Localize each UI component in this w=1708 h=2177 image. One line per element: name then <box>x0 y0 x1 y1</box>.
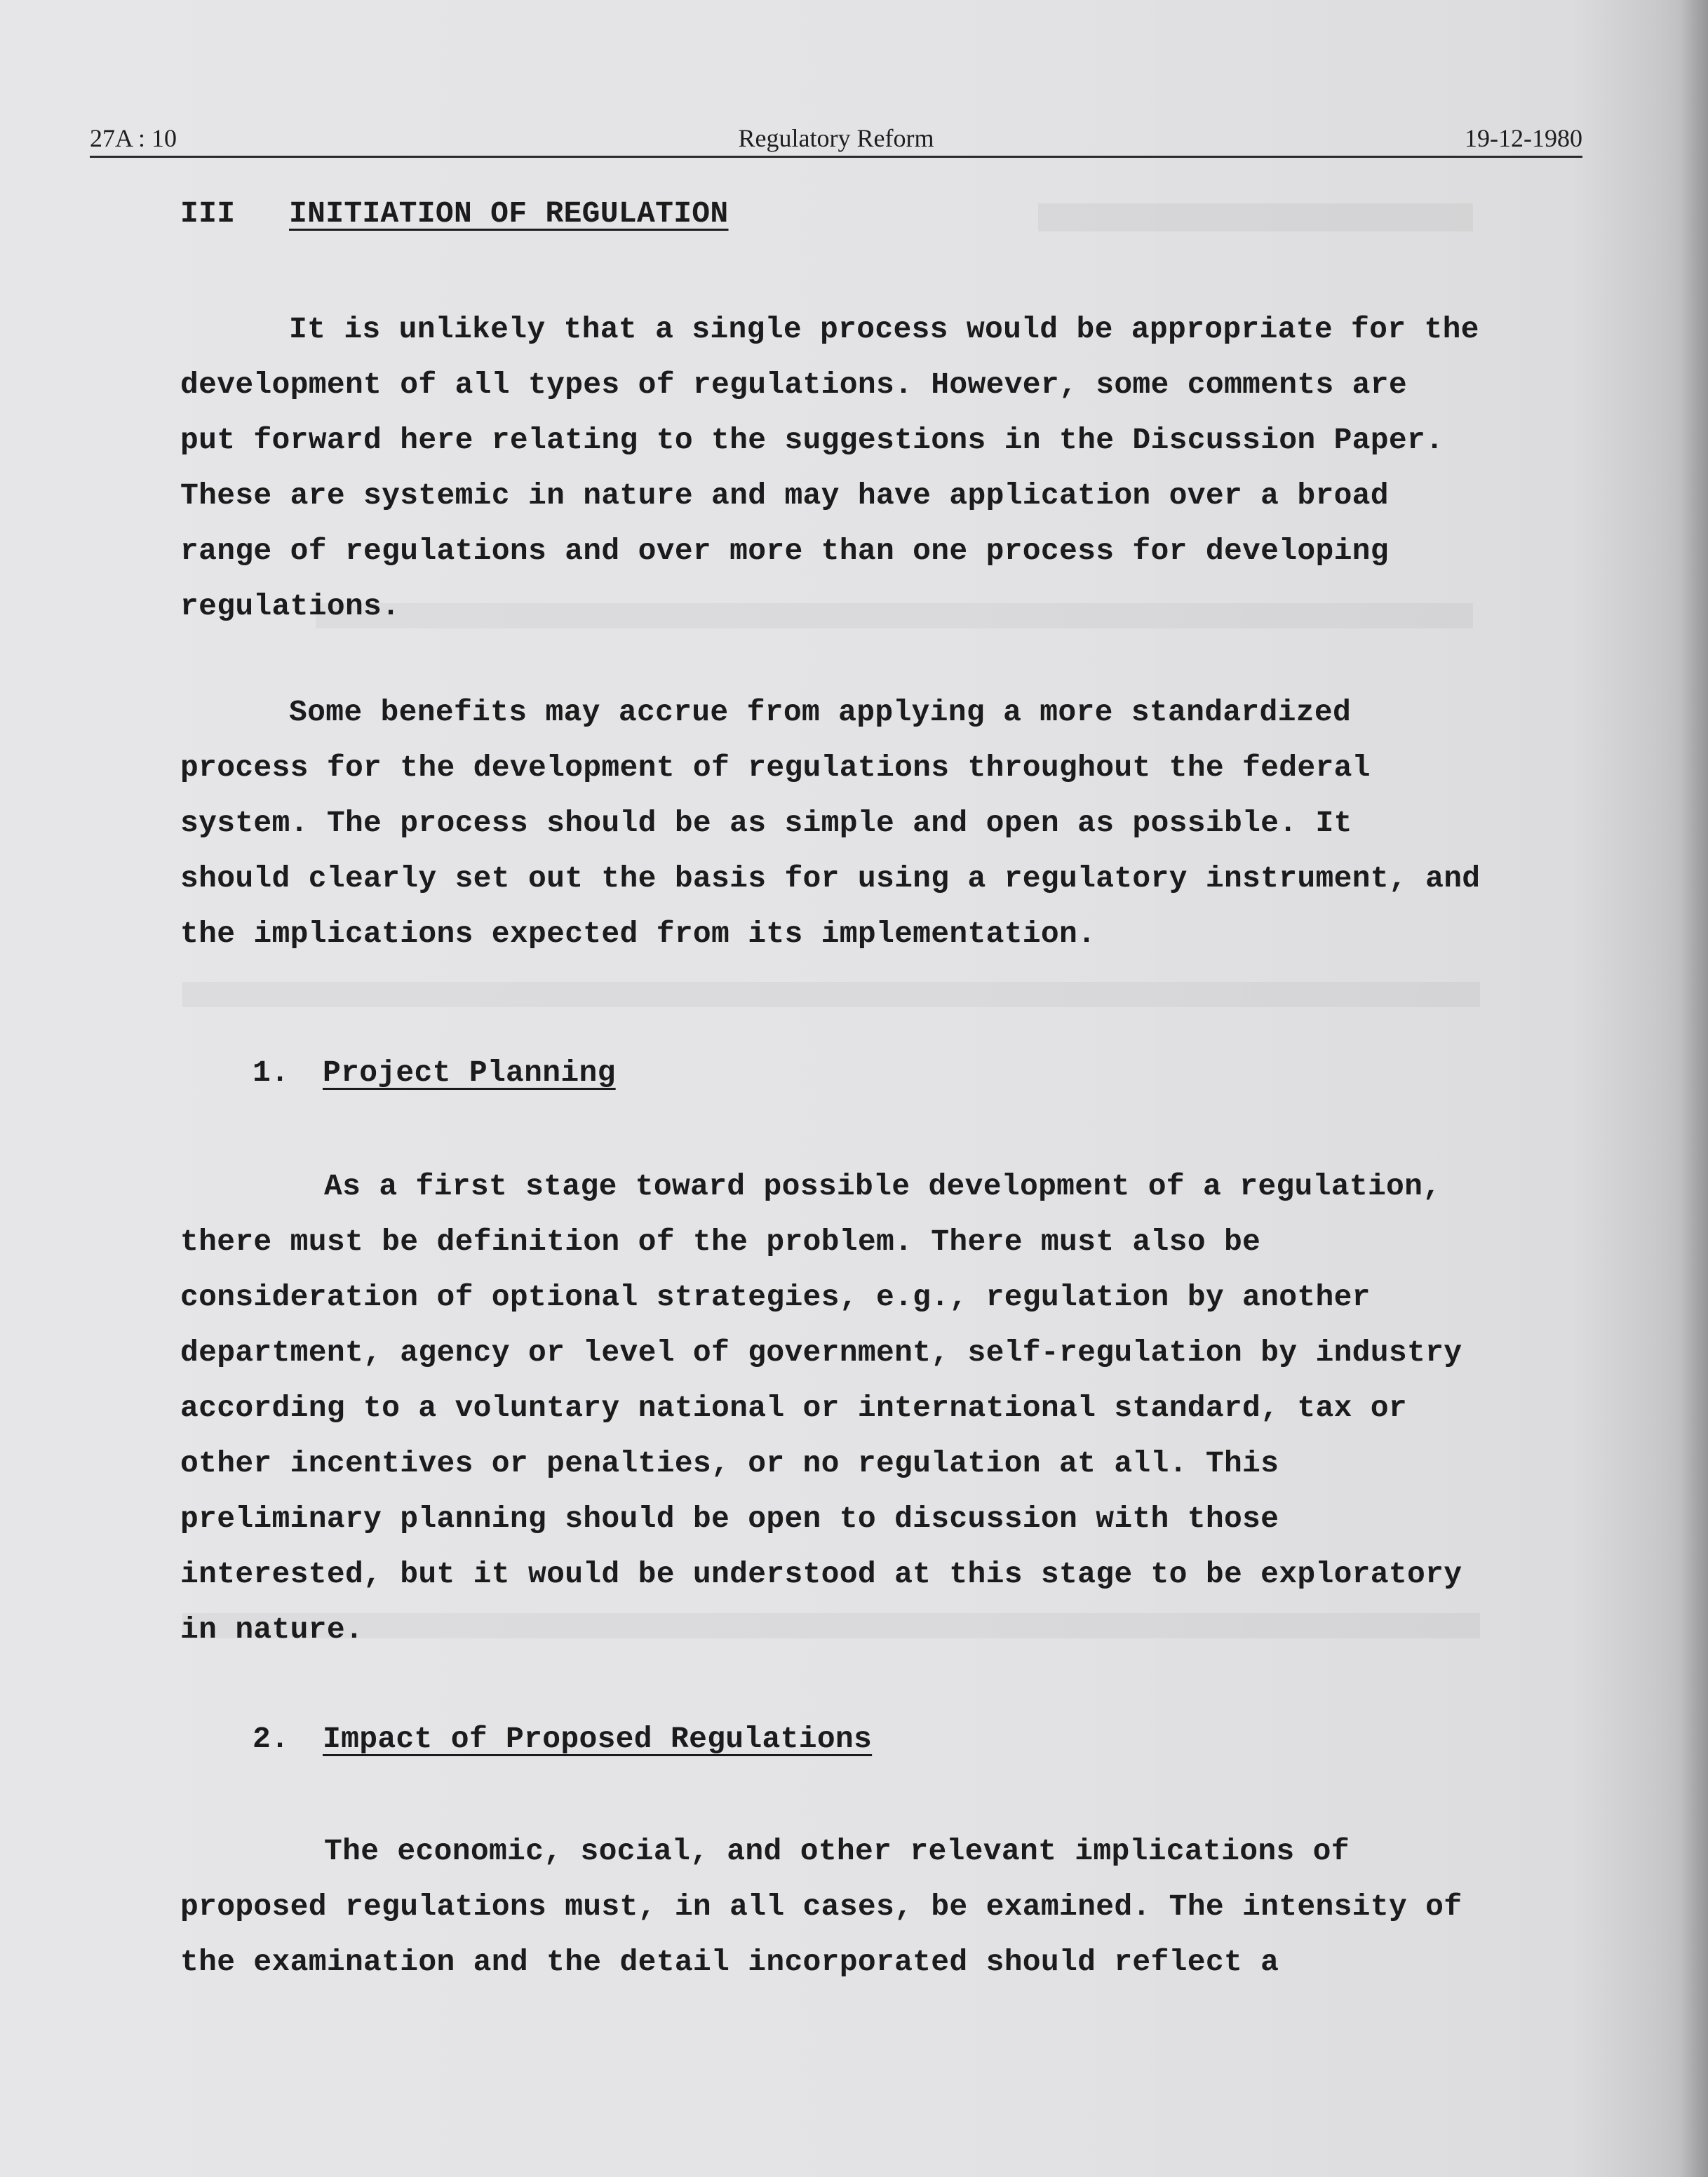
paragraph-line: process for the development of regulations throughout the federal <box>180 750 1371 785</box>
section-heading <box>180 196 729 231</box>
paragraph-line: put forward here relating to the suggestions in the Discussion Paper. <box>180 423 1444 457</box>
subsection-number: 2. <box>253 1722 290 1756</box>
paragraph-line: These are systemic in nature and may have application over a broad <box>180 478 1389 513</box>
section-title: INITIATION OF REGULATION <box>289 196 729 231</box>
paragraph-line: consideration of optional strategies, e.g., regulation by another <box>180 1280 1371 1314</box>
subsection-heading-project-planning <box>253 1056 616 1090</box>
paragraph-line: regulations. <box>180 589 401 624</box>
subsection-title: Project Planning <box>323 1056 616 1090</box>
subsection-heading-impact <box>253 1722 872 1756</box>
bleed-through-texture <box>1038 203 1473 231</box>
paragraph-line: Some benefits may accrue from applying a more standardized <box>289 695 1352 729</box>
subsection-number: 1. <box>253 1056 290 1090</box>
paragraph-line: there must be definition of the problem. There must also be <box>180 1225 1261 1259</box>
paragraph-line: should clearly set out the basis for using a regulatory instrument, and <box>180 861 1481 896</box>
paragraph-1 <box>180 302 1479 634</box>
bleed-through-texture <box>182 982 1480 1007</box>
running-header <box>90 121 1582 158</box>
paragraph-line: development of all types of regulations. However, some comments are <box>180 368 1407 402</box>
paragraph-line: proposed regulations must, in all cases, be examined. The intensity of <box>180 1889 1462 1924</box>
subsection-title: Impact of Proposed Regulations <box>323 1722 873 1756</box>
paragraph-project-planning <box>180 1159 1462 1657</box>
paragraph-line: As a first stage toward possible development of a regulation, <box>324 1169 1441 1204</box>
paragraph-line: the examination and the detail incorporated should reflect a <box>180 1945 1279 1979</box>
paragraph-line: in nature. <box>180 1612 364 1647</box>
paragraph-line: department, agency or level of government, self-regulation by industry <box>180 1335 1462 1370</box>
paragraph-line: The economic, social, and other relevant implications of <box>324 1834 1350 1868</box>
paragraph-2 <box>180 685 1480 962</box>
paragraph-line: the implications expected from its implementation. <box>180 917 1096 951</box>
paragraph-line: system. The process should be as simple and open as possible. It <box>180 806 1352 840</box>
paragraph-line: other incentives or penalties, or no regulation at all. This <box>180 1446 1279 1481</box>
header-date: 19-12-1980 <box>1465 124 1582 152</box>
page-edge-shadow <box>1680 0 1708 2177</box>
header-title: Regulatory Reform <box>738 124 934 152</box>
paragraph-line: preliminary planning should be open to discussion with those <box>180 1502 1279 1536</box>
paragraph-line: according to a voluntary national or international standard, tax or <box>180 1391 1407 1425</box>
section-number: III <box>180 196 236 231</box>
paragraph-line: range of regulations and over more than one process for developing <box>180 534 1389 568</box>
paragraph-line: interested, but it would be understood at this stage to be exploratory <box>180 1557 1462 1591</box>
paragraph-line: It is unlikely that a single process would be appropriate for the <box>289 312 1479 346</box>
header-document-number: 27A : 10 <box>90 124 177 152</box>
paragraph-impact <box>180 1824 1462 1990</box>
